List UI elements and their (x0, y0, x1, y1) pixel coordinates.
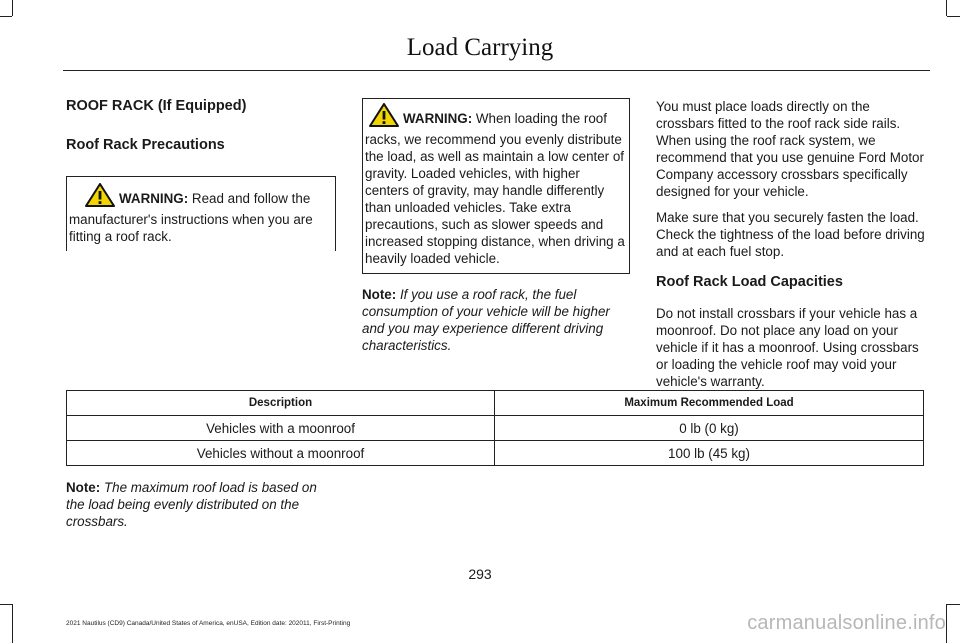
column-3 (656, 98, 928, 399)
note-text: If you use a roof rack, the fuel consumption of your vehicle will be higher and you may experience different driving characteristics. (362, 287, 610, 353)
page-number: 293 (468, 566, 492, 582)
page-title: Load Carrying (406, 34, 554, 61)
warning-label: WARNING: (119, 191, 189, 206)
warning-text: Read and follow the manufacturer's instructions when you are fitting a roof rack. (69, 191, 313, 244)
warning-box (66, 176, 336, 251)
column-2 (362, 98, 630, 363)
table-cell: 100 lb (45 kg) (495, 441, 924, 466)
crop-mark-br-v (946, 604, 947, 643)
crop-mark-tr-h (947, 16, 960, 17)
table-header-row (67, 391, 924, 416)
warning-triangle-icon (369, 103, 399, 131)
note-paragraph (66, 479, 336, 530)
edition-footer: 2021 Nautilus (CD9) Canada/United States of America, enUSA, Edition date: 202011, First-Printing (66, 620, 351, 627)
table-cell: Vehicles with a moonroof (67, 416, 495, 441)
crop-mark-bl-v (12, 604, 13, 643)
note-text: The maximum roof load is based on the load being evenly distributed on the crossbars. (66, 480, 317, 529)
crop-mark-bl-h (0, 604, 12, 605)
load-capacity-table (66, 390, 924, 466)
warning-text: When loading the roof racks, we recommend you evenly distribute the load, as well as maintain a low center of gravity. Loaded vehicles, with higher centers of gravity, may handle differently than unloaded vehicles. Take extra precautions, such as slower speeds and increased stopping distance, when driving a heavily loaded vehicle. (365, 111, 625, 266)
header-rule (63, 70, 930, 71)
crop-mark-tr-v (946, 0, 947, 16)
subsection-heading: Roof Rack Load Capacities (656, 274, 843, 290)
note-label: Note: (362, 287, 397, 302)
column-header: Description (67, 391, 495, 416)
warning-label: WARNING: (403, 111, 473, 126)
note-label: Note: (66, 480, 101, 495)
watermark-logo: carmanualsonline.info (747, 612, 946, 634)
note-paragraph (362, 286, 630, 354)
section-heading: ROOF RACK (If Equipped) (66, 98, 247, 114)
crop-mark-tl-h (0, 16, 12, 17)
warning-triangle-icon (85, 183, 115, 211)
table-row (67, 441, 924, 466)
subsection-heading: Roof Rack Precautions (66, 137, 225, 153)
crop-mark-br-h (947, 604, 960, 605)
table-row (67, 416, 924, 441)
column-header: Maximum Recommended Load (495, 391, 924, 416)
warning-box (362, 98, 630, 274)
body-paragraph: Do not install crossbars if your vehicle has a moonroof. Do not place any load on your vehicle if it has a moonroof. Using crossbars or loading the vehicle roof may void your vehicle's warranty. (656, 306, 919, 389)
crop-mark-tl-v (12, 0, 13, 16)
column-1 (66, 98, 336, 251)
body-paragraph: You must place loads directly on the crossbars fitted to the roof rack side rails. When using the roof rack system, we recommend that you use genuine Ford Motor Company accessory crossbars specifically designed for your vehicle. (656, 99, 924, 199)
body-paragraph: Make sure that you securely fasten the load. Check the tightness of the load before driving and at each fuel stop. (656, 210, 925, 259)
table-cell: Vehicles without a moonroof (67, 441, 495, 466)
table-cell: 0 lb (0 kg) (495, 416, 924, 441)
